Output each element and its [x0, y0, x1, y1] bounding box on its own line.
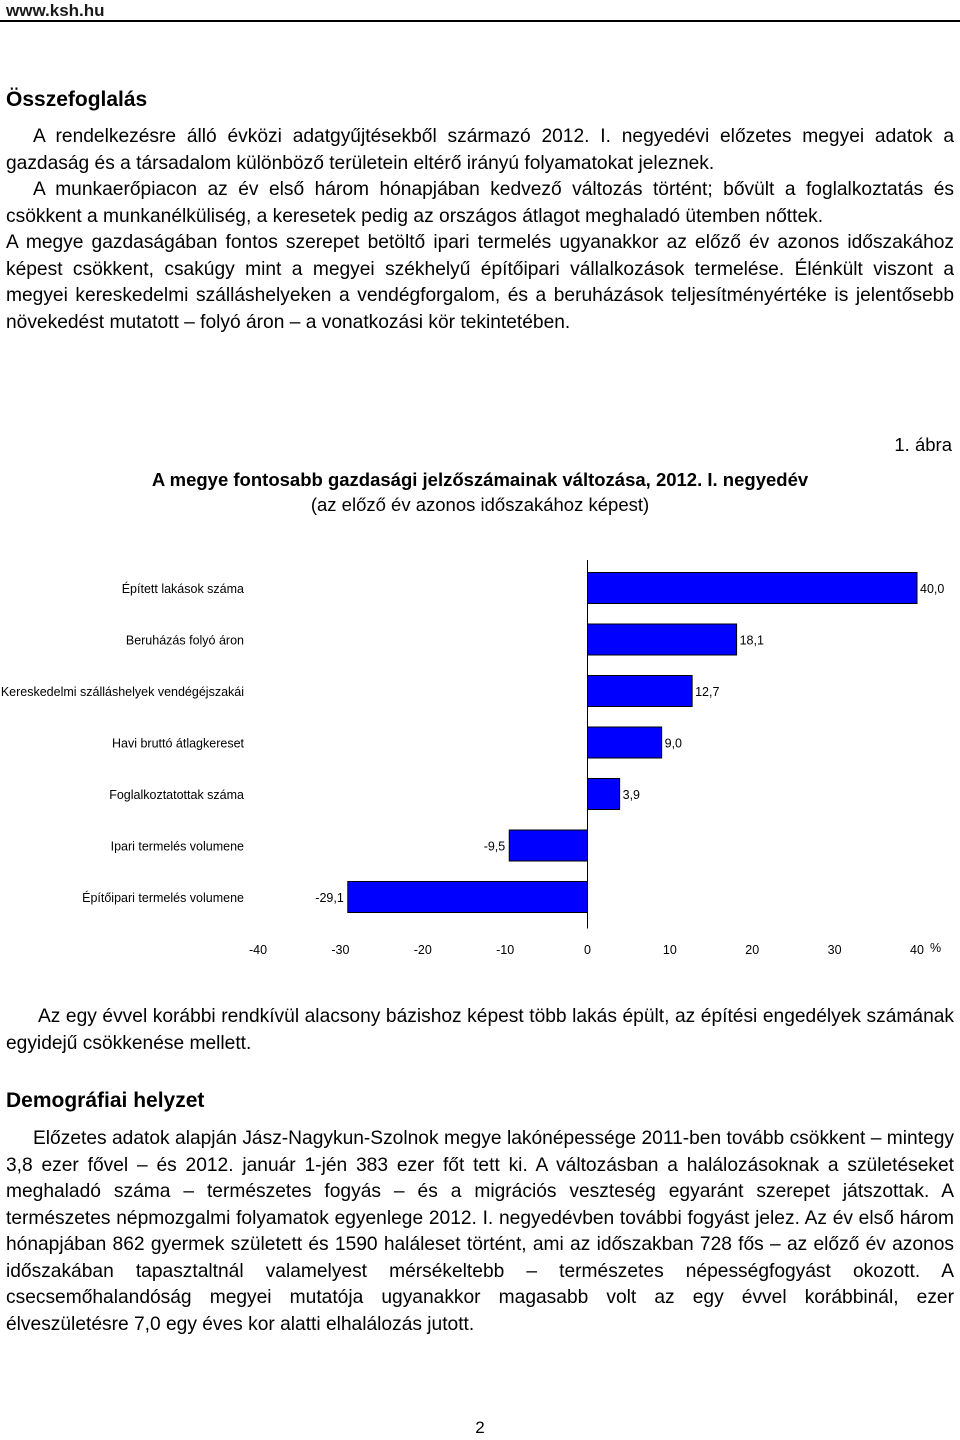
category-label: Beruházás folyó áron	[125, 633, 244, 648]
tick-label: -10	[496, 943, 515, 957]
bar	[348, 882, 588, 913]
summary-heading: Összefoglalás	[6, 88, 148, 111]
tick-label: 20	[745, 943, 760, 957]
summary-paragraph-3: A megye gazdaságában fontos szerepet betöltő ipari termelés ugyanakkor az előző év azonos időszakához képest csökkent, csakúgy mint a megyei székhelyű építőipari vállalkozások termelése. Élénkült viszont a megyei kereskedelmi szálláshelyeken a vendégforgalom, és a beruházások teljesítményértéke is jelentősebb növekedést mutatott – folyó áron – a vonatkozási kör tekintetében.	[6, 232, 954, 333]
bar	[588, 727, 662, 758]
x-unit-label: %	[930, 941, 942, 955]
tick-label: -30	[331, 943, 350, 957]
tick-label: -40	[248, 943, 268, 957]
category-label: Kereskedelmi szálláshelyek vendégéjszakái	[0, 685, 244, 699]
demography-heading: Demográfiai helyzet	[6, 1089, 205, 1112]
category-label: Havi bruttó átlagkereset	[111, 736, 244, 751]
value-label: 9,0	[664, 736, 683, 751]
demography-text	[6, 1126, 954, 1338]
tick-label: 40	[910, 943, 924, 957]
chart-comment	[6, 1004, 954, 1057]
category-label: Foglalkoztatottak száma	[109, 788, 244, 802]
summary-paragraph-2: A munkaerőpiacon az év első három hónapjában kedvező változás történt; bővült a foglalkoztatás és csökkent a munkanélküliség, a keresetek pedig az országos átlagot meghaladó ütemben nőttek.	[6, 179, 954, 227]
category-label: Építőipari termelés volumene	[82, 891, 244, 905]
summary-paragraph-1: A rendelkezésre álló évközi adatgyűjtésekből származó 2012. I. negyedévi előzetes megyei adatok a gazdaság és a társadalom különböző területein eltérő irányú folyamatokat jeleznek.	[6, 126, 954, 174]
bar	[588, 779, 620, 810]
page-number: 2	[475, 1418, 485, 1437]
chart-title: A megye fontosabb gazdasági jelzőszámainak változása, 2012. I. negyedév	[151, 469, 809, 490]
header-url[interactable]: www.ksh.hu	[6, 1, 105, 20]
tick-label: -20	[413, 943, 432, 957]
tick-label: 10	[662, 943, 677, 957]
bar	[588, 573, 918, 604]
chart-comment-paragraph: Az egy évvel korábbi rendkívül alacsony bázishoz képest több lakás épült, az építési engedélyek számának egyidejű csökkenése mellett.	[6, 1006, 954, 1054]
category-label: Ipari termelés volumene	[110, 839, 244, 854]
bar	[588, 676, 693, 707]
value-label: 40,0	[920, 582, 945, 596]
chart-subtitle: (az előző év azonos időszakához képest)	[310, 494, 650, 515]
header-divider	[0, 20, 960, 22]
demography-paragraph: Előzetes adatok alapján Jász-Nagykun-Szolnok megye lakónépessége 2011-ben tovább csökkent – mintegy 3,8 ezer fővel – és 2012. január 1-jén 383 ezer főt tett ki. A változásban a halálozásoknak a születéseket meghaladó száma – természetes fogyás – és a migrációs veszteség egyaránt szerepet játszottak. A természetes népmozgalmi folyamatok egyenlege 2012. I. negyedévben további fogyást jelez. Az év első három hónapjában 862 gyermek született és 1590 haláleset történt, ami az időszakban 728 fős – az előző év azonos időszakában tapasztaltnál valamelyest mérsékeltebb – természetes népességfogyást okozott. A csecsemőhalandóság megyei mutatója ugyanakkor magasabb volt az egy évvel korábbinál, ezer élveszületésre 7,0 egy éves kor alatti elhalálozás jutott.	[6, 1128, 954, 1335]
value-label: 18,1	[739, 633, 764, 648]
bar	[509, 830, 587, 861]
tick-label: 0	[584, 943, 591, 957]
category-label: Épített lakások száma	[121, 582, 244, 596]
value-label: 3,9	[622, 788, 641, 802]
figure-label: 1. ábra	[894, 434, 952, 455]
value-label: -9,5	[483, 839, 506, 854]
value-label: 12,7	[695, 685, 720, 699]
indicator-bar-chart	[0, 560, 960, 970]
bar	[588, 624, 737, 655]
value-label: -29,1	[315, 891, 344, 905]
tick-label: 30	[827, 943, 842, 957]
summary-text	[6, 124, 954, 336]
